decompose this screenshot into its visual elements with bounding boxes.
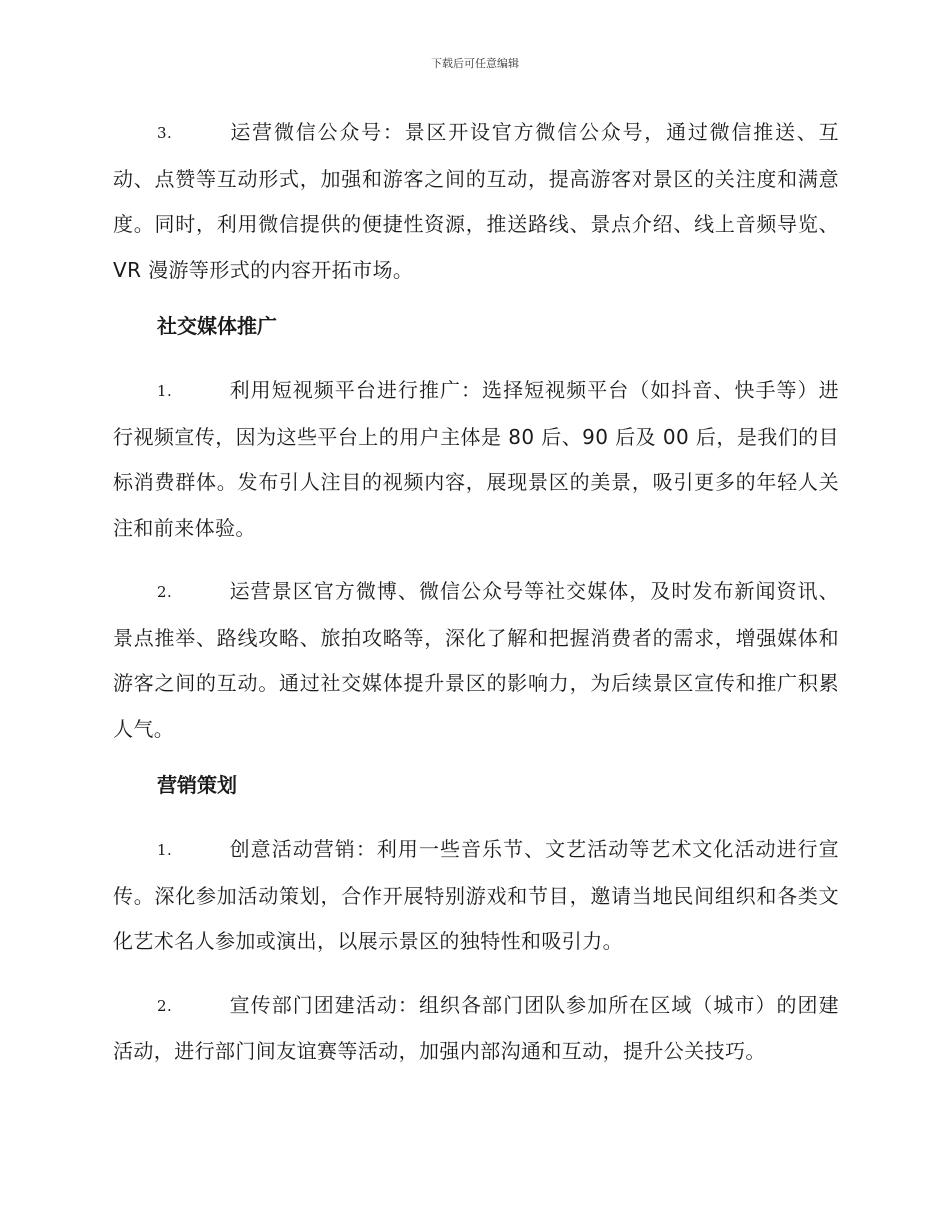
list-item — [113, 983, 839, 1075]
item-number: 3. — [157, 124, 173, 142]
item-text: 利用短视频平台进行推广：选择短视频平台（如抖音、快手等）进行视频宣传，因为这些平台上的用户主体是 80 后、90 后及 00 后，是我们的目标消费群体。发布引人注目的视频内容，展现景区的美景，吸引更多的年轻人关注和前来体验。 — [113, 378, 839, 540]
item-text: 宣传部门团建活动：组织各部门团队参加所在区域（城市）的团建活动，进行部门间友谊赛等活动，加强内部沟通和互动，提升公关技巧。 — [113, 992, 839, 1063]
list-item — [113, 569, 839, 752]
header-note: 下载后可任意编辑 — [431, 57, 519, 70]
list-item — [113, 827, 839, 965]
section-heading: 营销策划 — [157, 773, 237, 797]
item-text: 创意活动营销：利用一些音乐节、文艺活动等艺术文化活动进行宣传。深化参加活动策划，合作开展特别游戏和节目，邀请当地民间组织和各类文化艺术名人参加或演出，以展示景区的独特性和吸引力。 — [113, 837, 839, 953]
section-heading: 社交媒体推广 — [157, 314, 277, 338]
list-item — [113, 110, 839, 293]
item-number: 2. — [157, 583, 173, 601]
document-body — [113, 110, 839, 1093]
item-number: 1. — [157, 841, 173, 859]
item-text: 运营景区官方微博、微信公众号等社交媒体，及时发布新闻资讯、景点推举、路线攻略、旅拍攻略等，深化了解和把握消费者的需求，增强媒体和游客之间的互动。通过社交媒体提升景区的影响力，为后续景区宣传和推广积累人气。 — [113, 579, 839, 741]
item-number: 1. — [157, 382, 173, 400]
item-number: 2. — [157, 996, 173, 1015]
list-item — [113, 368, 839, 551]
item-text: 运营微信公众号：景区开设官方微信公众号，通过微信推送、互动、点赞等互动形式，加强和游客之间的互动，提高游客对景区的关注度和满意度。同时，利用微信提供的便捷性资源，推送路线、景点介绍、线上音频导览、VR 漫游等形式的内容开拓市场。 — [113, 120, 839, 282]
